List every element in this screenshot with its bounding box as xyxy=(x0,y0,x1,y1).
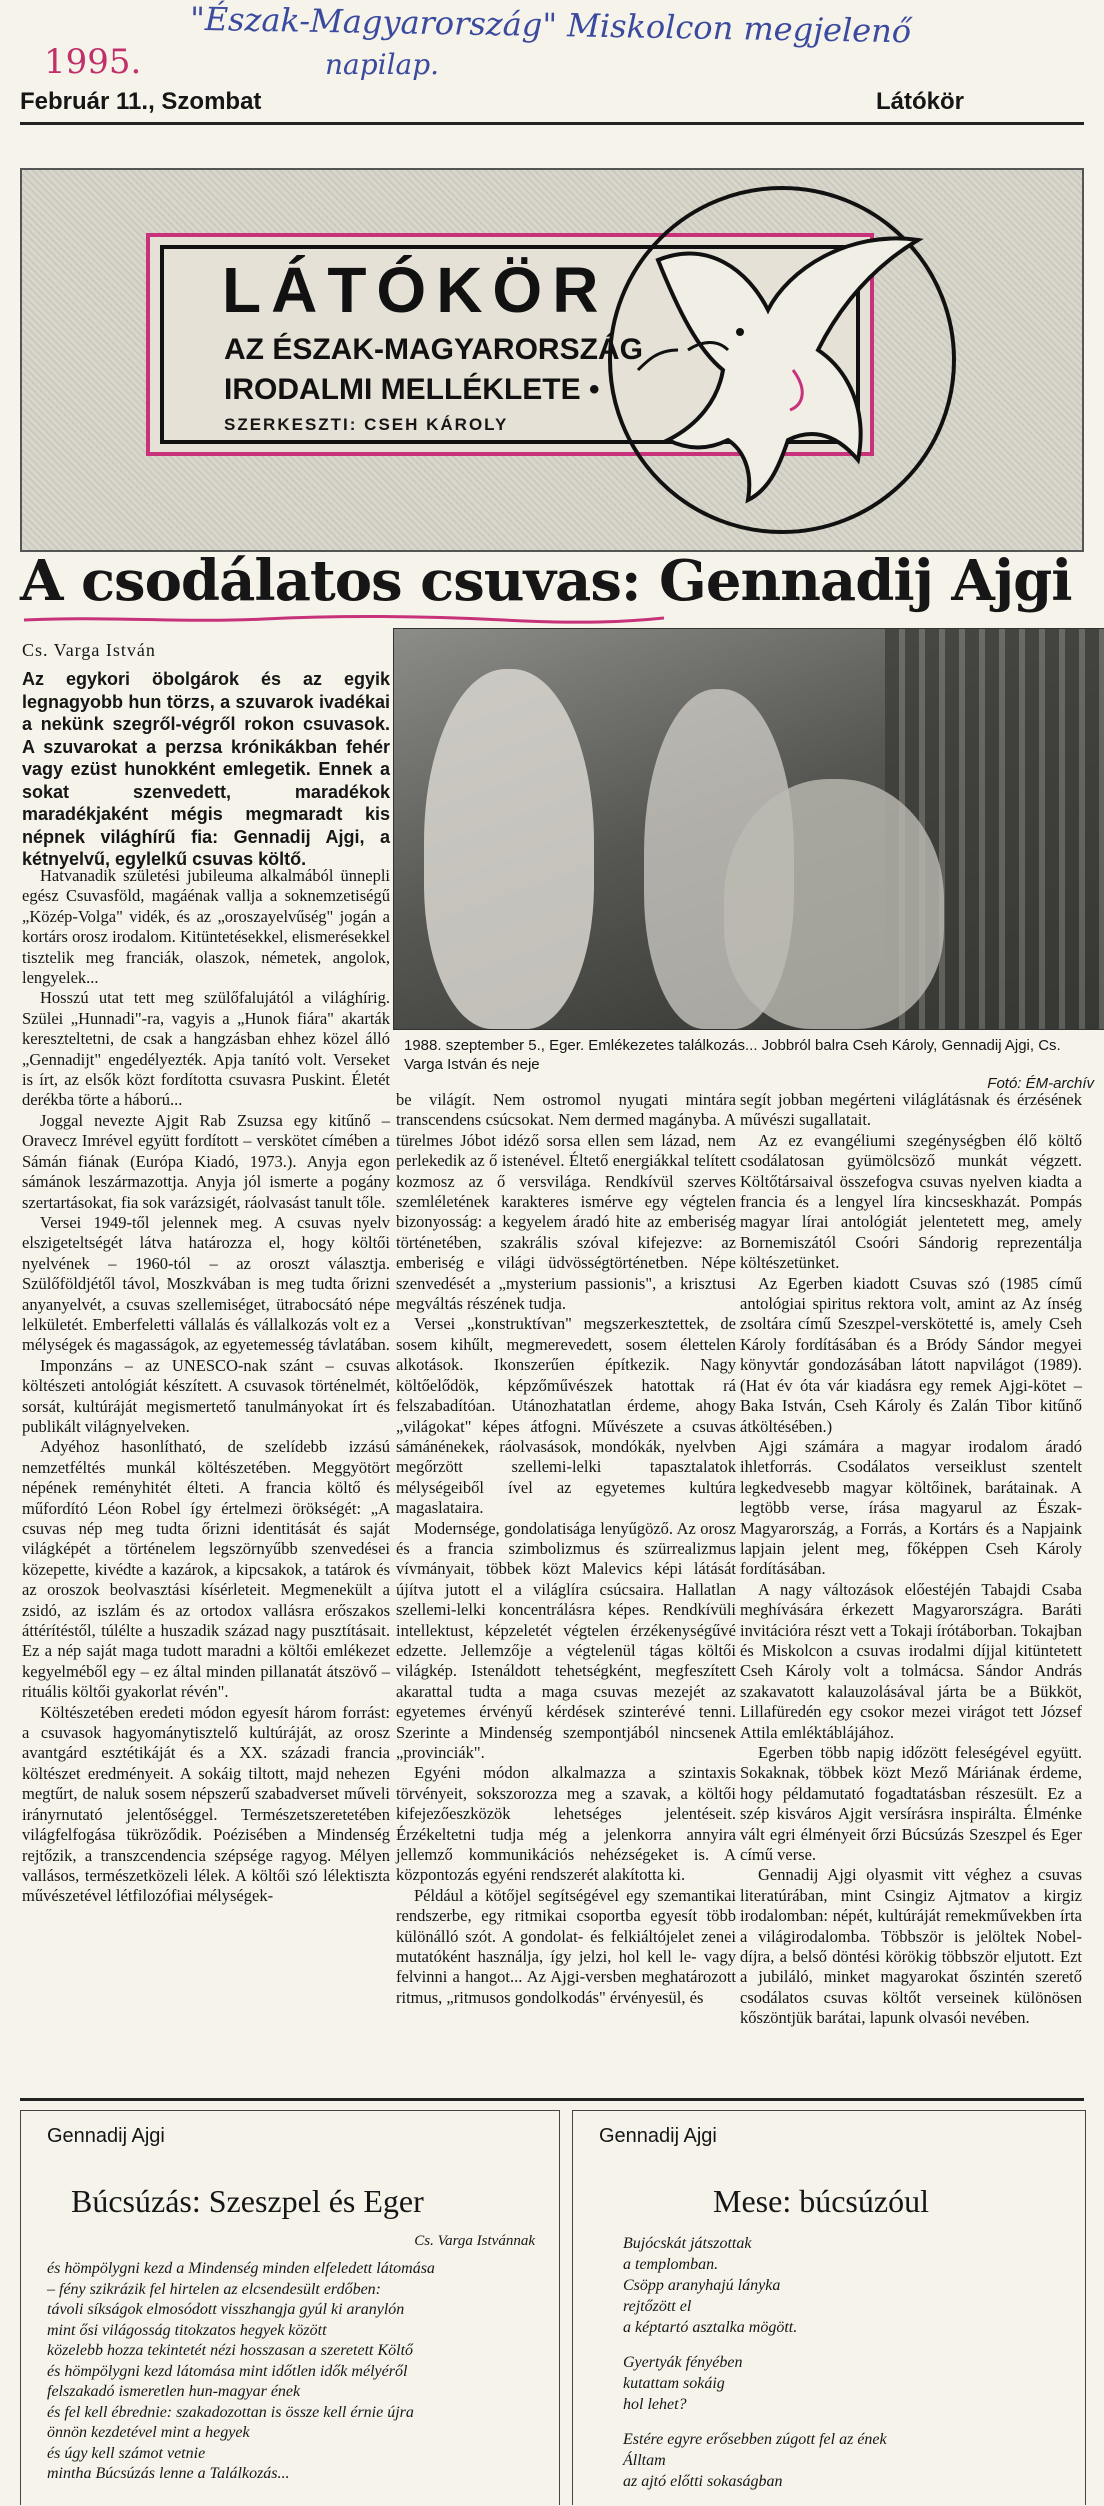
handwritten-note-line2: napilap. xyxy=(325,48,440,81)
article-column-3 xyxy=(740,1090,1082,2029)
poem-stanza: Bujócskát játszottak a templomban. Csöpp aranyhajú lányka rejtőzött el a képtartó asztalka mögött. xyxy=(623,2235,798,2336)
handwritten-underline xyxy=(24,614,664,624)
poem-stanza: és hömpölygni kezd a Mindenség minden elfeledett látomása – fény szikrázik fel hirtelen az elcsendesült erdőben: távoli síkságok elmosódott visszhangja gyúl ki aranylón mint ősi világosság titokzatos hegyek között közelebb hozza tekintetét nézi hosszasan a szeretett Költő és hömpölygni kezd látomása mint időtlen idők mélyéről felszakadó ismeretlen hun-magyar ének és fel kell ébrednie: szakadozottan is össze kell érnie újra önnön kezdetével mint a hegyek és úgy kell számot vetnie mintha Búcsúzás lenne a Találkozás... xyxy=(47,2260,435,2482)
paragraph: Gennadij Ajgi olyasmit vitt véghez a csuvas literatúrában, mint Csingiz Ajtmatov a kirgiz irodalomban: népét, kultúráját remekművekben írta a világirodalomba. Többször is jelöltek Nobel-díjra, a belső döntési körökig többször eljutott. Ezt a jubiláló, minket magyarokat őszintén szerető csodálatos csuvas költőt verseinek különösen kőszöntjük barátai, lapunk olvasói nevében. xyxy=(740,1865,1082,2028)
paragraph: Például a kötőjel segítségével egy szemantikai rendszerbe, egy ritmikai csoportba egyesít több különálló szót. A gondolat- és felkiáltójelet zenei mutatóként használja, így jelzi, hol kell le- vagy felvinni a hangot... Az Ajgi-versben meghatározott ritmus, „ritmusos gondolkodás" érvényesül, és xyxy=(396,1885,736,2007)
paragraph: Ajgi számára a magyar irodalom áradó ihletforrás. Csodálatos verseiklust szentelt legkedvesebb magyar költőinek, barátainak. A legtöbb verse, írása magyarul az Észak-Magyarország, a Forrás, a Kortárs és a Napjaink lapjain jelent meg, főképpen Cseh Károly fordításában. xyxy=(740,1436,1082,1579)
paragraph: Versei 1949-től jelennek meg. A csuvas nyelv elszigeteltségét látva határozza el, hogy költői nyelvének – 1960-tól – az oroszt választja. Szülőföldjétől távol, Moszkvában is meg tudta őrizni anyanyelvét, a csuvas szellemiséget, ütrabocsátó népe lelkületét. Emberfeletti vállalás és vállalkozás volt ez a mélységek és magasságok, az egyetemesség távlatában. xyxy=(22,1212,390,1355)
paragraph: Adyéhoz hasonlítható, de szelídebb izzású nemzetféltés munkál költészetében. Meggyötört népének reményhitét élteti. A francia költő és műfordító Léon Robel így értelmezi örökségét: „A csuvas nép meg tudta őrizni identitását és saját világképét a történelem legszörnyűbb szenvedései közepette, kivédte a kazárok, a kipcsakok, a tatárok és az oroszok beolvasztási kísérleteit. Megmenekült a zsidó, az iszlám és az ortodox vallásra erőszakos áttérítéstől, túlélte a huszadik század nagy pusztításait. Ez a nép saját maga tudott maradni a költői emlékezet kegyelméből egy – ez által minden pillanatát átszövő – rituális költői gyakorlat révén". xyxy=(22,1437,390,1702)
paragraph: be világít. Nem ostromol nyugati mintára transcendens csúcsokat. Nem dermed magányba. A türelmes Jóbot idéző sorsa ellen sem lázad, nem perlekedik az ő istenével. Éltető energiákkal telített kozmosz az ő versvilága. Rendkívül szerves szemléletének karakteres ismérve egy végtelen bizonyosság: a kegyelem áradó hite az emberiség történetében, szakrális szóval kifejezve: az emberiség e világi üdvösségtörténetben. Népe szenvedését a „mysterium passionis", a krisztusi megváltás részének tudja. xyxy=(396,1090,736,1314)
article-column-1 xyxy=(22,866,390,1907)
masthead-subtitle-2: IRODALMI MELLÉKLETE • xyxy=(224,373,600,406)
paragraph: Költészetében eredeti módon egyesít három forrást: a csuvasok hagyománytisztelő kultúráját, az orosz avantgárd esztétikáját és a XX. századi francia költészet eredményeit. A sokáig tiltott, majd nehezen megtűrt, de naluk sosem népszerű szabadverset műveli irányrnutató jelentőséggel. Természetszeretetében világfelfogása tükröződik. Poézisében a Mindenség rejtőzik, a transzcendencia szépsége ragyog. Mélyen vallásos, természetközeli lélek. A költői szó lélektiszta művészetével létfilozófiai mélységek- xyxy=(22,1702,390,1906)
paragraph: Hatvanadik születési jubileuma alkalmából ünnepli egész Csuvasföld, magáénak vallja a soknemzetiségű „Közép-Volga" vidék, és az „oroszayelvűség" jogán a kortárs orosz irodalom. Kitüntetésekkel, elismerésekkel tisztelik meg franciák, olaszok, németek, angolok, lengyelek... xyxy=(22,866,390,988)
masthead xyxy=(20,168,1084,552)
dove-icon xyxy=(618,200,938,520)
article-headline: A csodálatos csuvas: Gennadij Ajgi xyxy=(20,548,1072,614)
poem-dedication: Cs. Varga Istvánnak xyxy=(414,2233,535,2249)
dateline xyxy=(20,88,1084,125)
poem-box-2 xyxy=(572,2110,1086,2505)
poem-author: Gennadij Ajgi xyxy=(599,2125,717,2147)
paragraph: Versei „konstruktívan" megszerkesztettek, de sosem kihűlt, megmerevedett, sosem élettelen alkotások. Ikonszerűen építkezik. Nagy költőelődök, képzőművészek hatottak rá felszabadítóan. Utánozhatatlan érdeme, ahogy „világokat" képes átfogni. Művészete a csuvas sámánénekek, ráolvasások, mondókák, nyelvben megőrzött szellemi-lelki tapasztalatok mélységeiből ível az egyetemes kultúra magaslataira. xyxy=(396,1314,736,1518)
paragraph: segít jobban megérteni világlátásnak és érzésének művészi sugallatait. xyxy=(740,1090,1082,1130)
handwritten-note-line1: "Észak-Magyarország" Miskolcon megjelenő xyxy=(189,0,912,51)
poem-stanza: Estére egyre erősebben zúgott fel az ének Álltam az ajtó előtti sokaságban xyxy=(623,2431,887,2490)
paragraph: Modernsége, gondolatisága lenyűgöző. Az orosz és a francia szimbolizmus és szürrealizmus vívmányait, többek közt Malevics képi látását újítva jutott el a világlíra csúcsaira. Hallatlan szellemi-lelki koncentrálásra képes. Rendkívüli intellektust, képzeletét végtelen érzékenységűvé edzette. Jellemzője a végtelenül tágas költői világkép. Istenáldott tehetségként, megfeszített akarattal tudta a maga csuvas mezejét az egyetemes érvényű kérdések szinterévé tenni. Szerinte a Mindenség szempontjából nincsenek „provinciák". xyxy=(396,1518,736,1762)
paragraph: Egyéni módon alkalmazza a szintaxis törvényeit, sokszorozza meg a szavak, a költői kifejezőeszközök lehetséges jelentéseit. Érzékeltetni tudja még a jelenkorra annyira jellemző kommunikációs nehézségeket is. A központozás egyéni rendszerét alakította ki. xyxy=(396,1763,736,1885)
poem-author: Gennadij Ajgi xyxy=(47,2125,165,2147)
poem-text xyxy=(47,2259,543,2499)
poem-stanza: Gyertyák fényében kutattam sokáig hol lehet? xyxy=(623,2354,743,2413)
paragraph: Az Egerben kiadott Csuvas szó (1985 című antológiai spiritus rektora volt, amint az Az ínség zsoltára című Szeszpel-verskötetté is, amely Cseh Károly fordításában és a Bródy Sándor megyei könyvtár gondozásában látott napvilágot (1989). (Hat év óta vár kiadásra egy remek Ajgi-kötet – Baka István, Cseh Károly és Zalán Tibor kitűnő átköltésében.) xyxy=(740,1273,1082,1436)
masthead-title: LÁTÓKÖR xyxy=(222,254,609,326)
paragraph: Joggal nevezte Ajgit Rab Zsuzsa egy kitűnő – Oravecz Imrével együtt fordított – verskötet címében a Sámán fiának (Európa Kiadó, 1973.). Anyja egon sámánok leszármazottja. Anyja jól ismerte a pogány szertartásokat, fia sok varázsigét, ráolvasást tanult tőle. xyxy=(22,1110,390,1212)
photo-caption-text: 1988. szeptember 5., Eger. Emlékezetes találkozás... Jobbról balra Cseh Károly, Gennadij Ajgi, Cs. Varga István és neje xyxy=(404,1037,1061,1073)
poem-title: Mese: búcsúzóul xyxy=(713,2183,929,2219)
paragraph: Egerben több napig időzött feleségével együtt. Sokaknak, többek közt Mező Máriának érdeme, hogy példamutató fogadtatásban részesült. Ez a szép kisváros Ajgit versírásra inspirálta. Élménke vált egri élményeit őrzi Búcsúzás Szeszpel és Eger című verse. xyxy=(740,1743,1082,1865)
paragraph: A nagy változások előestéjén Tabajdi Csaba meghívására érkezett Magyarországra. Baráti invitációra részt vett a Tokaji írótáborban. Tokajban és Miskolcon a csuvas irodalmi díjjal kitüntetett Cseh Károly volt a tolmácsa. Sándor András szakavatott kalauzolásával járta be a Bükköt, Lillafüredén egy csokor mezei virágot tett József Attila emléktáblájához. xyxy=(740,1579,1082,1742)
section-divider xyxy=(20,2098,1084,2101)
issue-date: Február 11., Szombat xyxy=(20,88,262,115)
masthead-editor: SZERKESZTI: CSEH KÁROLY xyxy=(224,415,509,434)
photo-caption xyxy=(404,1036,1094,1093)
paragraph: Imponzáns – az UNESCO-nak szánt – csuvas költészeti antológiát készített. A csuvasok történelmét, sorsát, kultúráját megismertető tanulmányokat írt és publikált világnyelveken. xyxy=(22,1355,390,1436)
poem-text xyxy=(623,2233,1069,2506)
photo-credit: Fotó: ÉM-archív xyxy=(987,1075,1094,1092)
article-lead: Az egykori öbolgárok és az egyik legnagyobb hun törzs, a szuvarok ivadékai a nekünk szegről-végről rokon csuvasok. A szuvarokat a perzsa krónikákban fehér vagy ezüst hunokként emlegetik. Ennek a sokat szenvedett, maradékok maradékjaként mégis megmaradt kis népnek világhírű fia: Gennadij Ajgi, a kétnyelvű, egylelkű csuvas költő. xyxy=(22,669,390,869)
article-photo xyxy=(393,628,1104,1030)
poem-title: Búcsúzás: Szeszpel és Eger xyxy=(71,2183,424,2219)
article-byline: Cs. Varga István xyxy=(22,640,156,660)
section-name: Látókör xyxy=(875,88,964,115)
handwritten-year: 1995. xyxy=(44,42,142,82)
paragraph: Hosszú utat tett meg szülőfalujától a világhírig. Szülei „Hunnadi"-ra, vagyis a „Hunok fiára" akarták kereszteltetni, de csak a hangzásban ehhez közel álló „Gennadijt" engedélyezték. Apja tanító volt. Verseket is írt, az elsők közt fordította csuvasra Puskint. Életét derékba törte a háború... xyxy=(22,988,390,1110)
masthead-subtitle-1: AZ ÉSZAK-MAGYARORSZÁG xyxy=(224,333,643,366)
paragraph: Az ez evangéliumi szegénységben élő költő csodálatosan gyümölcsöző munkát végzett. Költőtársaival összefogva csuvas nyelven kiadta a francia és a lengyel líra kincseskhazát. Pompás magyar lírai antológiát jelentetett meg, amely Bornemiszától Csoóri Sándorig reprezentálja költészetünket. xyxy=(740,1130,1082,1273)
article-column-2 xyxy=(396,1090,736,2008)
poem-box-1 xyxy=(20,2110,560,2505)
